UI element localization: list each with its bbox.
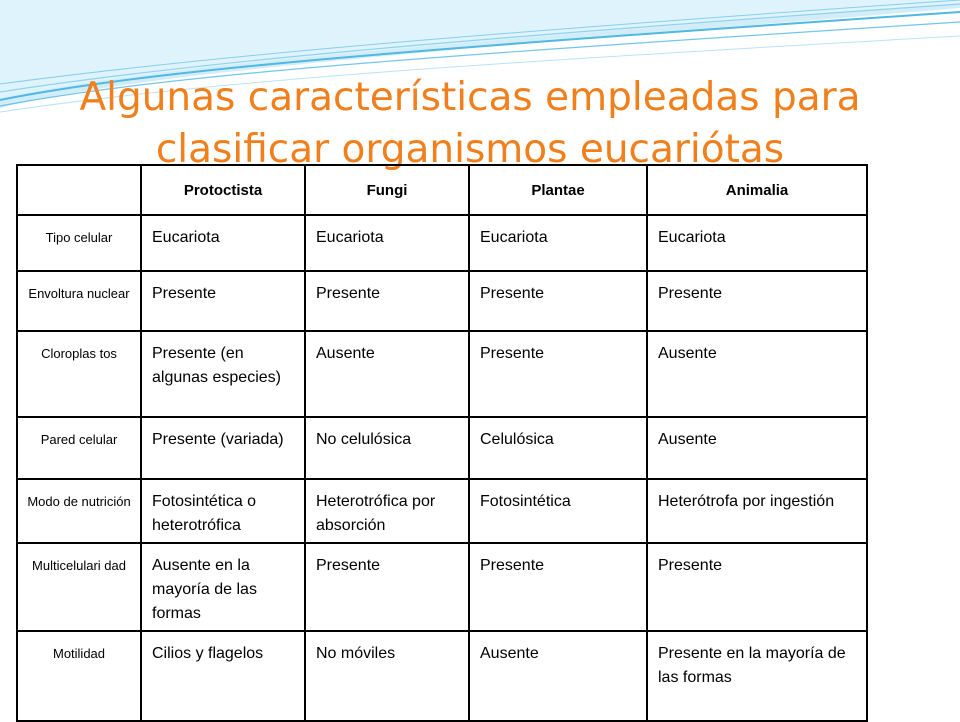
table-cell: Celulósica xyxy=(469,417,647,479)
table-row xyxy=(17,479,867,543)
table-cell: Presente xyxy=(647,543,867,631)
table-cell: Presente xyxy=(469,331,647,417)
table-cell: Ausente xyxy=(647,417,867,479)
table-row xyxy=(17,417,867,479)
header-empty xyxy=(17,165,141,215)
table-cell: Ausente xyxy=(305,331,469,417)
table-cell: Presente (variada) xyxy=(141,417,305,479)
table-row xyxy=(17,271,867,331)
table-cell: Presente xyxy=(469,271,647,331)
table-cell: No móviles xyxy=(305,631,469,721)
title-line-1: Algunas características empleadas para xyxy=(79,75,861,120)
header-plantae: Plantae xyxy=(469,165,647,215)
classification-table xyxy=(16,164,868,722)
table-cell: Eucariota xyxy=(141,215,305,271)
table-cell: No celulósica xyxy=(305,417,469,479)
row-label: Tipo celular xyxy=(17,215,141,271)
header-row xyxy=(17,165,867,215)
table-cell: Presente xyxy=(469,543,647,631)
table-cell: Ausente xyxy=(647,331,867,417)
row-label: Modo de nutrición xyxy=(17,479,141,543)
table-row xyxy=(17,543,867,631)
table-cell: Heterotrófica por absorción xyxy=(305,479,469,543)
table-cell: Fotosintética xyxy=(469,479,647,543)
table-cell: Eucariota xyxy=(469,215,647,271)
row-label: Pared celular xyxy=(17,417,141,479)
table-cell: Presente xyxy=(305,543,469,631)
table-cell: Fotosintética o heterotrófica xyxy=(141,479,305,543)
row-label: Motilidad xyxy=(17,631,141,721)
row-label: Envoltura nuclear xyxy=(17,271,141,331)
table-cell: Eucariota xyxy=(305,215,469,271)
table-cell: Eucariota xyxy=(647,215,867,271)
classification-table-container xyxy=(16,164,868,722)
title-line-2: clasificar organismos eucariótas xyxy=(155,127,785,172)
slide-title xyxy=(20,72,920,176)
row-label: Cloroplas tos xyxy=(17,331,141,417)
table-cell: Presente en la mayoría de las formas xyxy=(647,631,867,721)
table-cell: Presente xyxy=(647,271,867,331)
table-row xyxy=(17,215,867,271)
table-cell: Presente xyxy=(141,271,305,331)
table-cell: Presente xyxy=(305,271,469,331)
table-cell: Heterótrofa por ingestión xyxy=(647,479,867,543)
table-cell: Cilios y flagelos xyxy=(141,631,305,721)
table-cell: Ausente en la mayoría de las formas xyxy=(141,543,305,631)
table-cell: Ausente xyxy=(469,631,647,721)
table-row xyxy=(17,631,867,721)
row-label: Multicelulari dad xyxy=(17,543,141,631)
table-row xyxy=(17,331,867,417)
header-fungi: Fungi xyxy=(305,165,469,215)
header-animalia: Animalia xyxy=(647,165,867,215)
header-protoctista: Protoctista xyxy=(141,165,305,215)
table-cell: Presente (en algunas especies) xyxy=(141,331,305,417)
